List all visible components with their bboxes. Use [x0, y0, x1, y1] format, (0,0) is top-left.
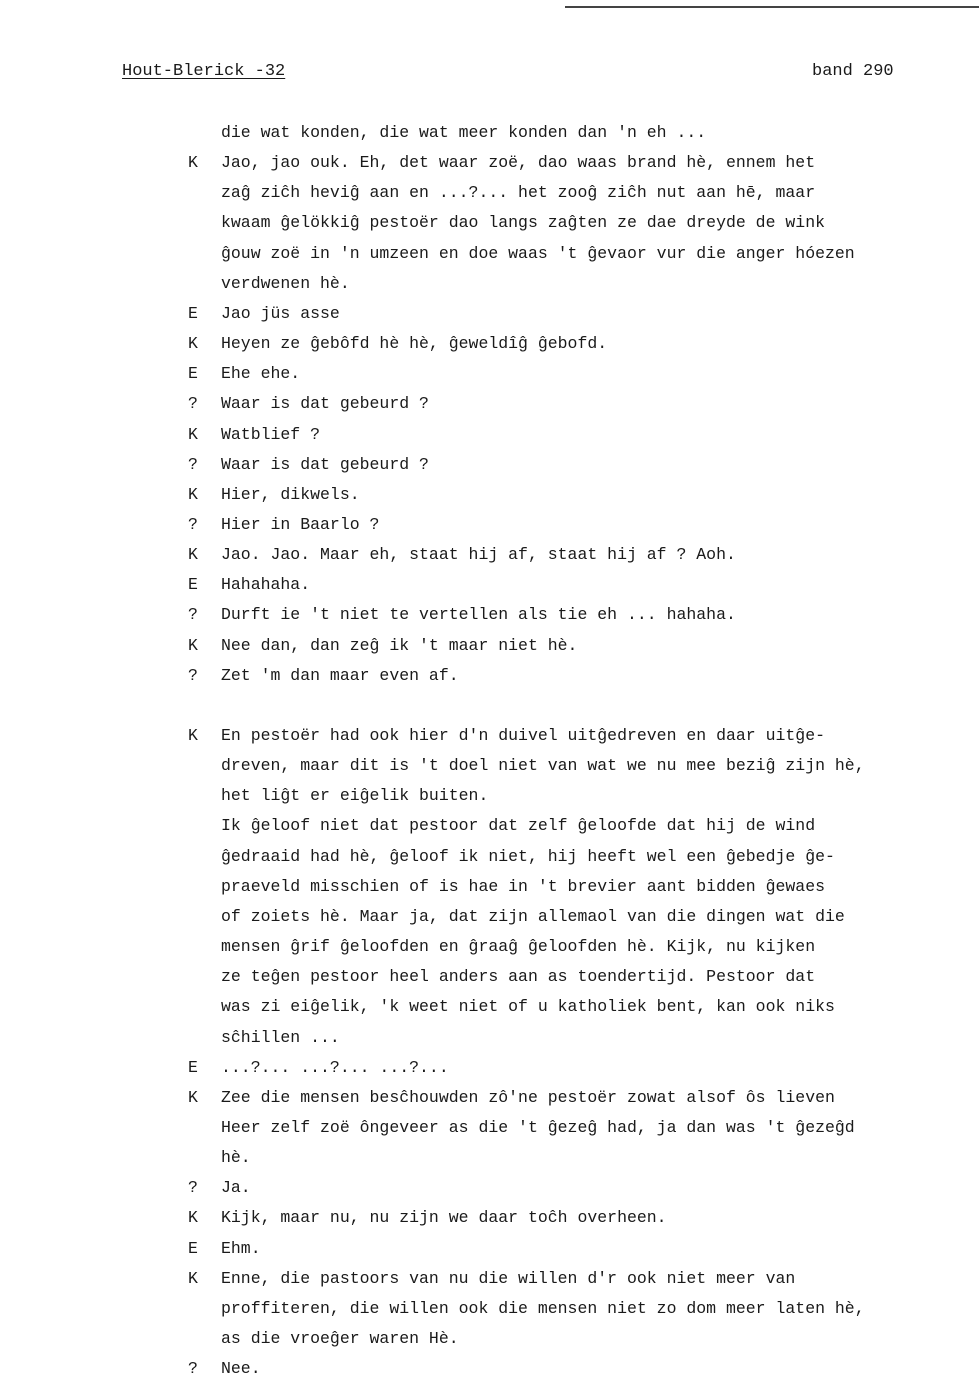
utterance-text: Waar is dat gebeurd ? [221, 394, 429, 414]
speaker-label: E [188, 1238, 198, 1258]
speaker-label: ? [188, 665, 198, 685]
speaker-label: K [188, 545, 198, 565]
utterance-text: Jao jüs asse [221, 303, 340, 323]
utterance-text: was zi eiĝelik, 'k weet niet of u katholiek bent, kan ook niks [221, 997, 835, 1017]
utterance-text: ĝouw zoë in 'n umzeen en doe waas 't ĝevaor vur die anger hóezen [221, 243, 855, 263]
utterance-text: dreven, maar dit is 't doel niet van wat we nu mee beziĝ zijn hè, [221, 756, 865, 776]
utterance-text: as die vroeĝer waren Hè. [221, 1329, 459, 1348]
speaker-label: E [188, 364, 198, 384]
utterance-text: En pestoër had ook hier d'n duivel uitĝedreven en daar uitĝe- [221, 726, 825, 745]
speaker-label: K [188, 635, 198, 655]
speaker-label: K [188, 726, 198, 745]
speaker-label: K [188, 153, 198, 173]
utterance-text: Jao, jao ouk. Eh, det waar zoë, dao waas brand hè, ennem het [221, 153, 816, 173]
utterance-text: ze teĝen pestoor heel anders aan as toendertijd. Pestoor dat [221, 967, 816, 987]
utterance-text: mensen ĝrif ĝeloofden en ĝraaĝ ĝeloofden hè. Kijk, nu kijken [221, 937, 816, 957]
speaker-label: ? [188, 454, 198, 474]
speaker-label: ? [188, 514, 198, 534]
utterance-text: Ja. [221, 1178, 251, 1198]
utterance-text: proffiteren, die willen ook die mensen niet zo dom meer laten hè, [221, 1298, 865, 1318]
utterance-text: of zoiets hè. Maar ja, dat zijn allemaol van die dingen wat die [221, 906, 845, 926]
utterance-text: Jao. Jao. Maar eh, staat hij af, staat hij af ? Aoh. [221, 545, 736, 565]
utterance-text: Ehm. [221, 1238, 261, 1258]
top-rule [565, 6, 979, 8]
utterance-text: Hier in Baarlo ? [221, 514, 380, 534]
utterance-text: ĝedraaid had hè, ĝeloof ik niet, hij heeft wel een ĝebedje ĝe- [221, 846, 835, 866]
utterance-text: het liĝt er eiĝelik buiten. [221, 786, 489, 806]
page-header-band: band 290 [812, 62, 894, 81]
page-header-title: Hout-Blerick -32 [122, 62, 286, 81]
speaker-label: E [188, 575, 198, 595]
utterance-text: sĉhillen ... [221, 1027, 340, 1047]
utterance-text: Zee die mensen besĉhouwden zô'ne pestoër zowat alsof ôs lieven [221, 1087, 835, 1107]
utterance-text: Ehe ehe. [221, 364, 301, 384]
utterance-text: Heyen ze ĝebôfd hè hè, ĝeweldîĝ ĝebofd. [221, 334, 608, 354]
utterance-text: ...?... ...?... ...?... [221, 1057, 449, 1077]
speaker-label: K [188, 484, 198, 504]
speaker-label: K [188, 1268, 198, 1288]
utterance-text: Zet 'm dan maar even af. [221, 665, 459, 685]
utterance-text: die wat konden, die wat meer konden dan 'n eh ... [221, 123, 707, 142]
speaker-label: K [188, 334, 198, 354]
utterance-text: verdwenen hè. [221, 273, 350, 293]
speaker-label: ? [188, 394, 198, 414]
speaker-label: K [188, 1208, 198, 1228]
speaker-label: K [188, 424, 198, 444]
utterance-text: praeveld misschien of is hae in 't brevier aant bidden ĝewaes [221, 876, 825, 896]
utterance-text: zaĝ ziĉh heviĝ aan en ...?... het zooĝ ziĉh nut aan hē, maar [221, 183, 816, 203]
speaker-label: ? [188, 605, 198, 625]
speaker-label: ? [188, 1359, 198, 1379]
utterance-text: Hahahaha. [221, 575, 311, 595]
utterance-text: kwaam ĝelökkiĝ pestoër dao langs zaĝten ze dae dreyde de wink [221, 213, 825, 233]
utterance-text: hè. [221, 1148, 251, 1168]
utterance-text: Nee dan, dan zeĝ ik 't maar niet hè. [221, 635, 578, 655]
utterance-text: Heer zelf zoë ôngeveer as die 't ĝezeĝ had, ja dan was 't ĝezeĝd [221, 1117, 855, 1137]
speaker-label: E [188, 1057, 198, 1077]
speaker-label: K [188, 1087, 198, 1107]
utterance-text: Watblief ? [221, 424, 321, 444]
speaker-label: ? [188, 1178, 198, 1198]
utterance-text: Hier, dikwels. [221, 484, 360, 504]
utterance-text: Kijk, maar nu, nu zijn we daar toĉh overheen. [221, 1208, 667, 1228]
utterance-text: Ik ĝeloof niet dat pestoor dat zelf ĝeloofde dat hij de wind [221, 816, 816, 836]
speaker-label: E [188, 303, 198, 323]
utterance-text: Durft ie 't niet te vertellen als tie eh ... hahaha. [221, 605, 736, 625]
utterance-text: Nee. [221, 1359, 261, 1379]
utterance-text: Waar is dat gebeurd ? [221, 454, 429, 474]
utterance-text: Enne, die pastoors van nu die willen d'r ook niet meer van [221, 1268, 796, 1288]
